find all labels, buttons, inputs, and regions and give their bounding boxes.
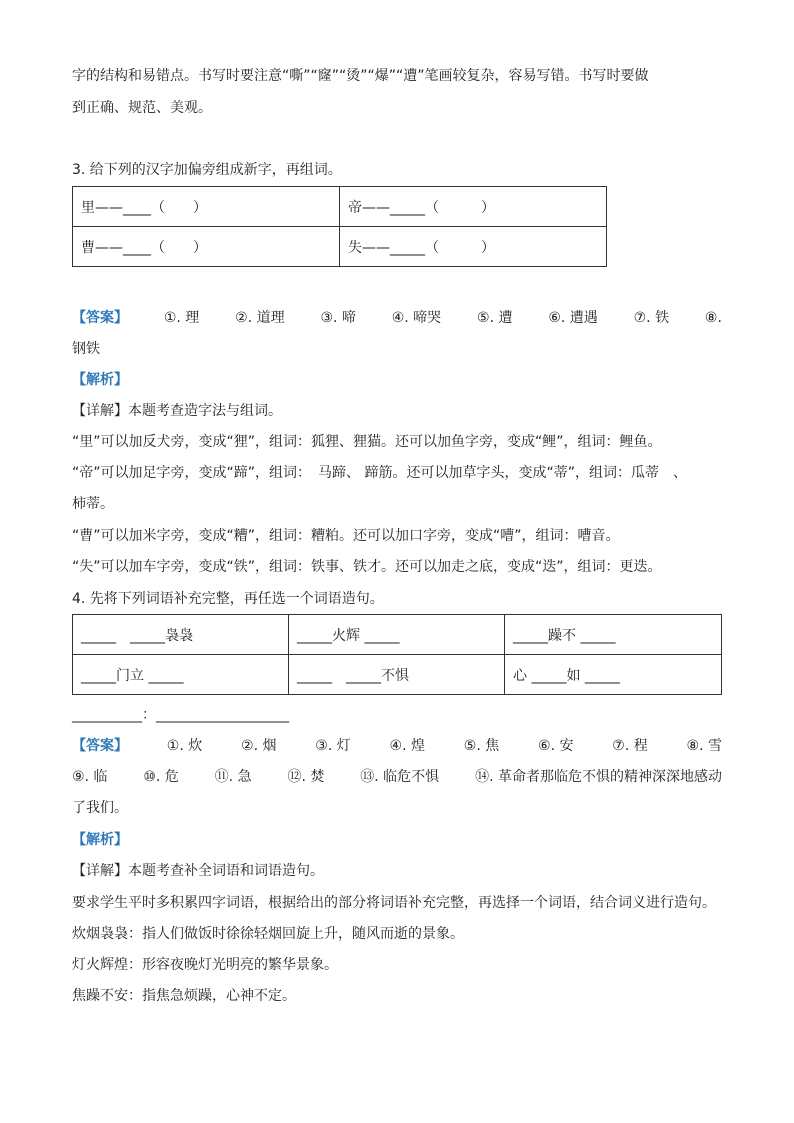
answer-item: ③. 灯 [315, 738, 351, 754]
q4-stem: 4. 先将下列词语补充完整，再任选一个词语造句。 [72, 591, 384, 607]
analysis-label: 【解析】 [72, 832, 128, 848]
answer-item: ⑥. 安 [538, 738, 574, 754]
q4-cell: 心 _____如 _____ [505, 655, 722, 695]
q4-answer-tail: 了我们。 [72, 800, 128, 816]
q3-cell: 里——____（ ） [73, 187, 340, 227]
q4-detail-line: 要求学生平时多积累四字词语，根据给出的部分将词语补充完整，再选择一个词语，结合词义进行造句。 [72, 895, 716, 911]
q4-cell: _____门立 _____ [73, 655, 289, 695]
answer-item: ①. 炊 [166, 738, 203, 754]
q3-detail-line: 【详解】本题考查造字法与组词。 [72, 403, 282, 419]
q3-detail-line: 柿蒂。 [72, 496, 114, 512]
answer-item: ⑬. 临危不惧 [360, 769, 440, 785]
analysis-label: 【解析】 [72, 372, 128, 388]
q3-detail-line: “里”可以加反犬旁，变成“狸”，组词：狐狸、狸猫。还可以加鱼字旁，变成“鲤”，组词：鲤鱼。 [72, 434, 662, 450]
answer-label: 【答案】 [72, 310, 128, 326]
answer-item: ⑧. 雪 [686, 738, 722, 754]
q4-answer-row-2 [72, 767, 722, 787]
q4-cell: _____躁不 _____ [505, 615, 722, 655]
intro-line-1: 字的结构和易错点。书写时要注意“嘶”“窿”“烫”“爆”“遭”笔画较复杂，容易写错。书写时要做 [72, 68, 649, 84]
answer-item: ⑤. 焦 [463, 738, 500, 754]
q3-cell: 曹——____（ ） [73, 227, 340, 267]
q4-detail-line: 灯火辉煌：形容夜晚灯光明亮的繁华景象。 [72, 957, 338, 973]
answer-item: ⑭. 革命者那临危不惧的精神深深地感动 [475, 769, 722, 785]
q4-table [72, 614, 722, 695]
answer-item: ⑥. 遭遇 [548, 310, 598, 326]
answer-item: ⑦. 铁 [633, 310, 670, 326]
answer-item: ⑩. 危 [143, 769, 179, 785]
answer-item: ⑧. [704, 310, 722, 326]
answer-label: 【答案】 [72, 738, 128, 754]
answer-item: ⑨. 临 [72, 769, 108, 785]
q4-cell: _____ _____袅袅 [73, 615, 289, 655]
q3-answer-row [72, 308, 722, 328]
answer-item: ⑦. 程 [612, 738, 648, 754]
q3-detail-line: “帝”可以加足字旁，变成“蹄”，组词： 马蹄、 蹄筋。还可以加草字头，变成“蒂”，组词：瓜蒂 、 [72, 465, 687, 481]
answer-item: ⑫. 焚 [287, 769, 325, 785]
q4-detail-line: 【详解】本题考查补全词语和词语造句。 [72, 863, 324, 879]
q4-sentence-blank: __________：___________________ [72, 707, 289, 723]
answer-item: ⑪. 急 [214, 769, 252, 785]
answer-item: ④. 煌 [389, 738, 425, 754]
answer-item: ⑤. 遭 [477, 310, 513, 326]
q4-answer-row-1 [72, 736, 722, 756]
intro-line-2: 到正确、规范、美观。 [72, 100, 212, 116]
answer-item: ④. 啼哭 [391, 310, 442, 326]
q3-answer-tail: 钢铁 [72, 341, 100, 357]
q3-cell: 帝——_____（ ） [340, 187, 607, 227]
q3-detail-line: “曹”可以加米字旁，变成“糟”，组词：糟粕。还可以加口字旁，变成“嘈”，组词：嘈音。 [72, 528, 620, 544]
answer-item: ②. 道理 [235, 310, 285, 326]
q3-detail-line: “失”可以加车字旁，变成“铁”，组词：铁事、铁才。还可以加走之底，变成“迭”，组词：更迭。 [72, 559, 662, 575]
answer-item: ②. 烟 [241, 738, 277, 754]
q3-cell: 失——_____（ ） [340, 227, 607, 267]
q4-detail-line: 炊烟袅袅：指人们做饭时徐徐轻烟回旋上升，随风而逝的景象。 [72, 926, 464, 942]
q4-cell: _____火辉 _____ [289, 615, 505, 655]
answer-item: ①. 理 [163, 310, 200, 326]
q4-cell: _____ _____不惧 [289, 655, 505, 695]
answer-item: ③. 啼 [320, 310, 356, 326]
q3-table [72, 186, 607, 267]
q3-stem: 3. 给下列的汉字加偏旁组成新字，再组词。 [72, 162, 342, 178]
q4-detail-line: 焦躁不安：指焦急烦躁，心神不定。 [72, 988, 296, 1004]
